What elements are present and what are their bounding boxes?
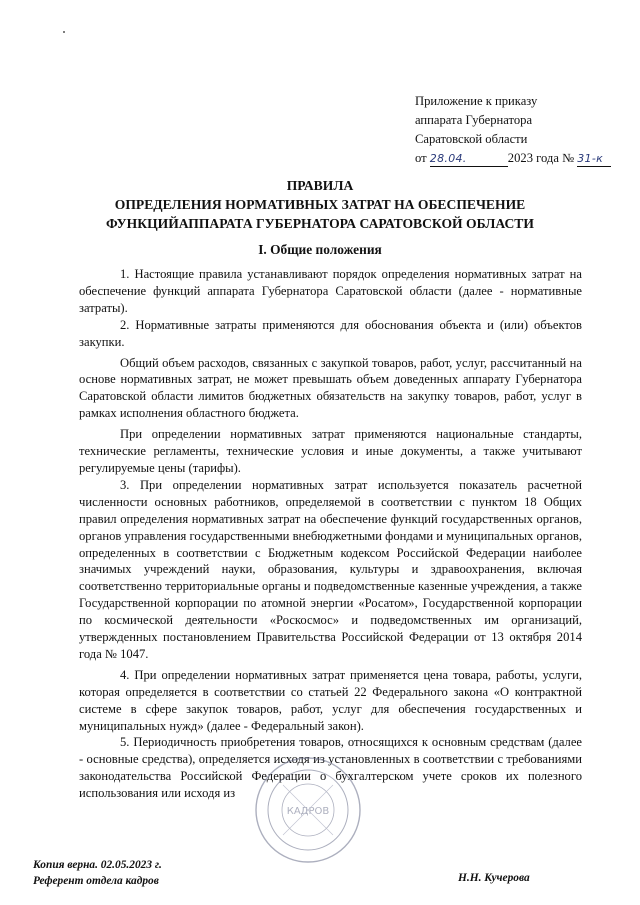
title-line-1: ПРАВИЛА [286, 178, 354, 193]
paragraph: 2. Нормативные затраты применяются для обоснования объекта и (или) объектов закупки. [79, 317, 582, 349]
paragraph: 1. Настоящие правила устанавливают порядок определения нормативных затрат на обеспечение функций аппарата Губернатора Саратовской области (далее - нормативные затраты). [79, 267, 582, 315]
paragraph: 5. Периодичность приобретения товаров, относящихся к основным средствам (далее - основные средства), определяется исходя из установленных в соответствии с требованиями законодательства Российской Федерации о бухгалтерском учете сроков их полезного использования или исходя из [79, 735, 582, 801]
number-field [577, 151, 611, 167]
annex-date-line [415, 149, 611, 168]
section-heading: I. Общие положения [258, 242, 382, 257]
document-title [0, 176, 640, 233]
paragraph: Общий объем расходов, связанных с закупкой товаров, работ, услуг, рассчитанный на основе нормативных затрат, не может превышать объем доведенных аппарату Губернатора Саратовской области лимитов бюджетных обязательств на закупку товаров, работ, услуг в рамках исполнения областного бюджета. [79, 355, 582, 421]
paragraph: 3. При определении нормативных затрат используется показатель расчетной численности основных работников, определяемой в соответствии с пунктом 18 Общих правил определения нормативных затрат на обеспечение функций государственных органов, органов управления государственными внебюджетными фондами и муниципальных органов, определенных в соответствии с Бюджетным кодексом Российской Федерации наиболее значимых учреждений науки, образования, культуры и здравоохранения, включая соответственно территориальные органы и подведомственные казенные учреждения, а также Государственной корпорации по атомной энергии «Росатом», Государственной корпорации по космической деятельности «Роскосмос» и подведомственных им организаций, утвержденных постановлением Правительства Российской Федерации от 13 октября 2014 года № 1047. [79, 477, 582, 661]
annex-line-3: Саратовской области [415, 132, 528, 146]
scan-speck [63, 31, 65, 33]
certification-block [33, 857, 162, 889]
title-line-3: ФУНКЦИЙАППАРАТА ГУБЕРНАТОРА САРАТОВСКОЙ ОБЛАСТИ [106, 216, 534, 231]
annex-block [415, 92, 611, 168]
seal-center-text: КАДРОВ [286, 806, 330, 817]
title-line-2: ОПРЕДЕЛЕНИЯ НОРМАТИВНЫХ ЗАТРАТ НА ОБЕСПЕЧЕНИЕ [114, 197, 526, 212]
date-field [430, 151, 508, 167]
annex-line-1: Приложение к приказу [415, 94, 538, 108]
document-body [79, 266, 582, 802]
handwritten-number: 31-к [577, 152, 604, 165]
certification-line-2: Референт отдела кадров [33, 875, 159, 887]
annex-line-2: аппарата Губернатора [415, 113, 533, 127]
signer-name: Н.Н. Кучерова [458, 872, 530, 884]
certification-line-1: Копия верна. 02.05.2023 г. [33, 859, 162, 871]
round-seal [253, 755, 363, 865]
date-year: 2023 года № [507, 151, 575, 165]
date-prefix: от [415, 151, 427, 165]
paragraph: 4. При определении нормативных затрат применяется цена товара, работы, услуги, которая определяется в соответствии со статьей 22 Федерального закона «О контрактной системе в сфере закупок товаров, работ, услуг для обеспечения государственных и муниципальных нужд» (далее - Федеральный закон). [79, 667, 582, 733]
handwritten-date: 28.04. [429, 152, 467, 165]
paragraph: При определении нормативных затрат применяются национальные стандарты, технические регламенты, технические условия и иные документы, а также учитывают регулируемые цены (тарифы). [79, 427, 582, 475]
